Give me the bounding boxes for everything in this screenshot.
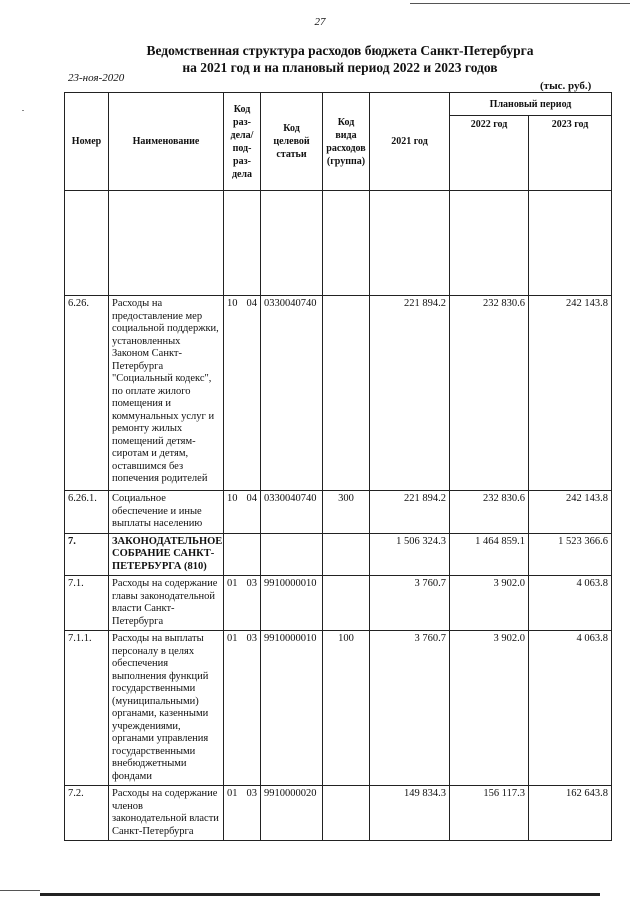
- row-number: 6.26.: [65, 296, 109, 491]
- page-number: 27: [314, 16, 326, 28]
- table-row: [65, 296, 612, 491]
- row-2022: 232 830.6: [450, 296, 529, 491]
- header-2022: 2022 год: [450, 116, 529, 191]
- row-2021: 221 894.2: [370, 491, 450, 534]
- row-podrazdel: 04: [246, 493, 257, 504]
- row-section: [224, 786, 261, 841]
- row-podrazdel: 04: [246, 298, 257, 309]
- row-section: [224, 576, 261, 631]
- table-row: [65, 576, 612, 631]
- row-section: [224, 296, 261, 491]
- row-2023: 4 063.8: [529, 631, 612, 786]
- row-podrazdel: 03: [246, 788, 257, 799]
- bottom-rule: [40, 893, 600, 896]
- row-razdel: 01: [227, 788, 238, 799]
- row-2021: 3 760.7: [370, 576, 450, 631]
- header-section: Код раз-дела/ под-раз-дела: [224, 93, 261, 191]
- margin-mark: [22, 110, 24, 111]
- row-2022: 156 117.3: [450, 786, 529, 841]
- row-2023: 4 063.8: [529, 576, 612, 631]
- spacer-cell: [65, 191, 109, 296]
- row-target: 9910000010: [261, 631, 323, 786]
- row-number: 7.1.: [65, 576, 109, 631]
- header-type: Код вида расходов (группа): [323, 93, 370, 191]
- row-name: Социальное обеспечение и иные выплаты населению: [109, 491, 224, 534]
- units-label: (тыс. руб.): [540, 80, 592, 92]
- row-2023: 1 523 366.6: [529, 533, 612, 576]
- document-date: 23-ноя-2020: [68, 72, 125, 84]
- row-2021: 221 894.2: [370, 296, 450, 491]
- spacer-cell: [109, 191, 224, 296]
- row-razdel: 01: [227, 633, 238, 644]
- row-target: 0330040740: [261, 296, 323, 491]
- header-number: Номер: [65, 93, 109, 191]
- row-name: Расходы на предоставление мер социальной поддержки, установленных Законом Санкт-Петербурга "Социальный кодекс", по оплате жилого помещения и коммунальных услуг и ремонту жилых помещений детям-сиротам и детям, оставшимся без попечения родителей: [109, 296, 224, 491]
- row-type: 100: [323, 631, 370, 786]
- row-type: 300: [323, 491, 370, 534]
- row-target: 9910000010: [261, 576, 323, 631]
- table-row: [65, 786, 612, 841]
- row-razdel: 10: [227, 493, 238, 504]
- row-razdel: 01: [227, 578, 238, 589]
- spacer-cell: [261, 191, 323, 296]
- header-planned-period: Плановый период: [450, 93, 612, 116]
- spacer-cell: [370, 191, 450, 296]
- row-name: Расходы на выплаты персоналу в целях обеспечения выполнения функций государственными (муниципальными) органами, казенными учреждениями, органами управления государственными внебюджетными фондами: [109, 631, 224, 786]
- row-2023: 242 143.8: [529, 296, 612, 491]
- row-razdel: 10: [227, 298, 238, 309]
- spacer-cell: [323, 191, 370, 296]
- row-type: [323, 576, 370, 631]
- row-2022: 3 902.0: [450, 576, 529, 631]
- bottom-rule-left: [0, 890, 40, 891]
- row-2023: 242 143.8: [529, 491, 612, 534]
- row-number: 6.26.1.: [65, 491, 109, 534]
- row-2021: 3 760.7: [370, 631, 450, 786]
- row-name: Расходы на содержание членов законодательной власти Санкт-Петербурга: [109, 786, 224, 841]
- row-section: [224, 491, 261, 534]
- row-section: [224, 631, 261, 786]
- title-line-1: Ведомственная структура расходов бюджета Санкт-Петербурга: [146, 43, 534, 58]
- spacer-cell: [529, 191, 612, 296]
- row-number: 7.2.: [65, 786, 109, 841]
- spacer-cell: [224, 191, 261, 296]
- row-2022: 1 464 859.1: [450, 533, 529, 576]
- row-2021: 1 506 324.3: [370, 533, 450, 576]
- row-target: 9910000020: [261, 786, 323, 841]
- row-2022: 3 902.0: [450, 631, 529, 786]
- row-type: [323, 786, 370, 841]
- table-row: [65, 631, 612, 786]
- budget-table: [64, 92, 612, 841]
- row-type: [323, 296, 370, 491]
- row-name: Расходы на содержание главы законодательной власти Санкт-Петербурга: [109, 576, 224, 631]
- title-line-2: на 2021 год и на плановый период 2022 и 2023 годов: [182, 60, 498, 75]
- document-title: [60, 42, 620, 76]
- header-2023: 2023 год: [529, 116, 612, 191]
- row-2022: 232 830.6: [450, 491, 529, 534]
- row-target: [261, 533, 323, 576]
- spacer-cell: [450, 191, 529, 296]
- table-row: [65, 491, 612, 534]
- header-2021: 2021 год: [370, 93, 450, 191]
- top-rule: [410, 3, 630, 4]
- row-type: [323, 533, 370, 576]
- header-name: Наименование: [109, 93, 224, 191]
- row-number: 7.: [65, 533, 109, 576]
- row-name: ЗАКОНОДАТЕЛЬНОЕ СОБРАНИЕ САНКТ-ПЕТЕРБУРГА (810): [109, 533, 224, 576]
- row-podrazdel: 03: [246, 633, 257, 644]
- row-target: 0330040740: [261, 491, 323, 534]
- row-2023: 162 643.8: [529, 786, 612, 841]
- row-section: [224, 533, 261, 576]
- header-target: Код целевой статьи: [261, 93, 323, 191]
- row-podrazdel: 03: [246, 578, 257, 589]
- row-number: 7.1.1.: [65, 631, 109, 786]
- row-2021: 149 834.3: [370, 786, 450, 841]
- table-row: [65, 533, 612, 576]
